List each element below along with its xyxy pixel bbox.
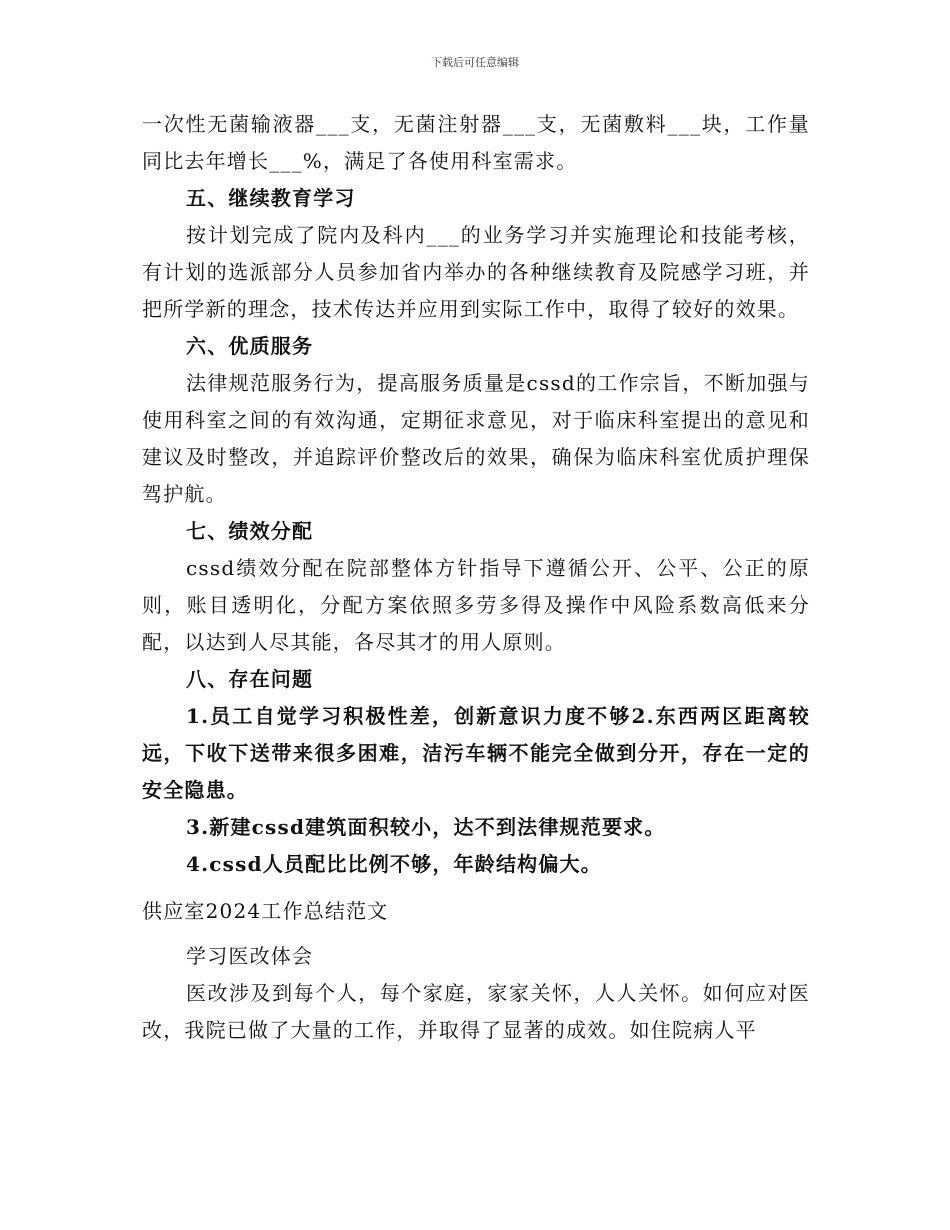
section-subtitle: 学习医改体会 xyxy=(186,944,314,968)
paragraph-supplies: 一次性无菌输液器___支，无菌注射器___支，无菌敷料___块，工作量同比去年增长___%，满足了各使用科室需求。 xyxy=(142,112,810,173)
section-heading-service: 六、优质服务 xyxy=(186,334,314,358)
section-heading-education: 五、继续教育学习 xyxy=(186,186,356,210)
problem-item-1-2: 1.员工自觉学习积极性差，创新意识力度不够2.东西两区距离较远，下收下送带来很多困难，洁污车辆不能完全做到分开，存在一定的安全隐患。 xyxy=(142,704,810,802)
page-header: 下载后可任意编辑 xyxy=(431,56,519,69)
problem-item-3: 3.新建cssd建筑面积较小，达不到法律规范要求。 xyxy=(186,815,666,839)
section-heading-performance: 七、绩效分配 xyxy=(186,519,314,543)
document-title: 供应室2024工作总结范文 xyxy=(142,899,389,923)
section-heading-problems: 八、存在问题 xyxy=(186,667,314,691)
problem-item-4: 4.cssd人员配比比例不够，年龄结构偏大。 xyxy=(186,852,602,876)
paragraph-education: 按计划完成了院内及科内___的业务学习并实施理论和技能考核，有计划的选派部分人员参加省内举办的各种继续教育及院感学习班，并把所学新的理念，技术传达并应用到实际工作中，取得了较好的效果。 xyxy=(142,223,810,321)
paragraph-performance: cssd绩效分配在院部整体方针指导下遵循公开、公平、公正的原则，账目透明化，分配方案依照多劳多得及操作中风险系数高低来分配，以达到人尽其能，各尽其才的用人原则。 xyxy=(142,556,810,654)
spacer xyxy=(142,930,810,938)
paragraph-service: 法律规范服务行为，提高服务质量是cssd的工作宗旨，不断加强与使用科室之间的有效沟通，定期征求意见，对于临床科室提出的意见和建议及时整改，并追踪评价整改后的效果，确保为临床科室优质护理保驾护航。 xyxy=(142,371,810,506)
spacer xyxy=(142,883,810,893)
paragraph-reform: 医改涉及到每个人，每个家庭，家家关怀，人人关怀。如何应对医改，我院已做了大量的工作，并取得了显著的成效。如住院病人平 xyxy=(142,981,810,1042)
document-body xyxy=(142,106,810,1049)
